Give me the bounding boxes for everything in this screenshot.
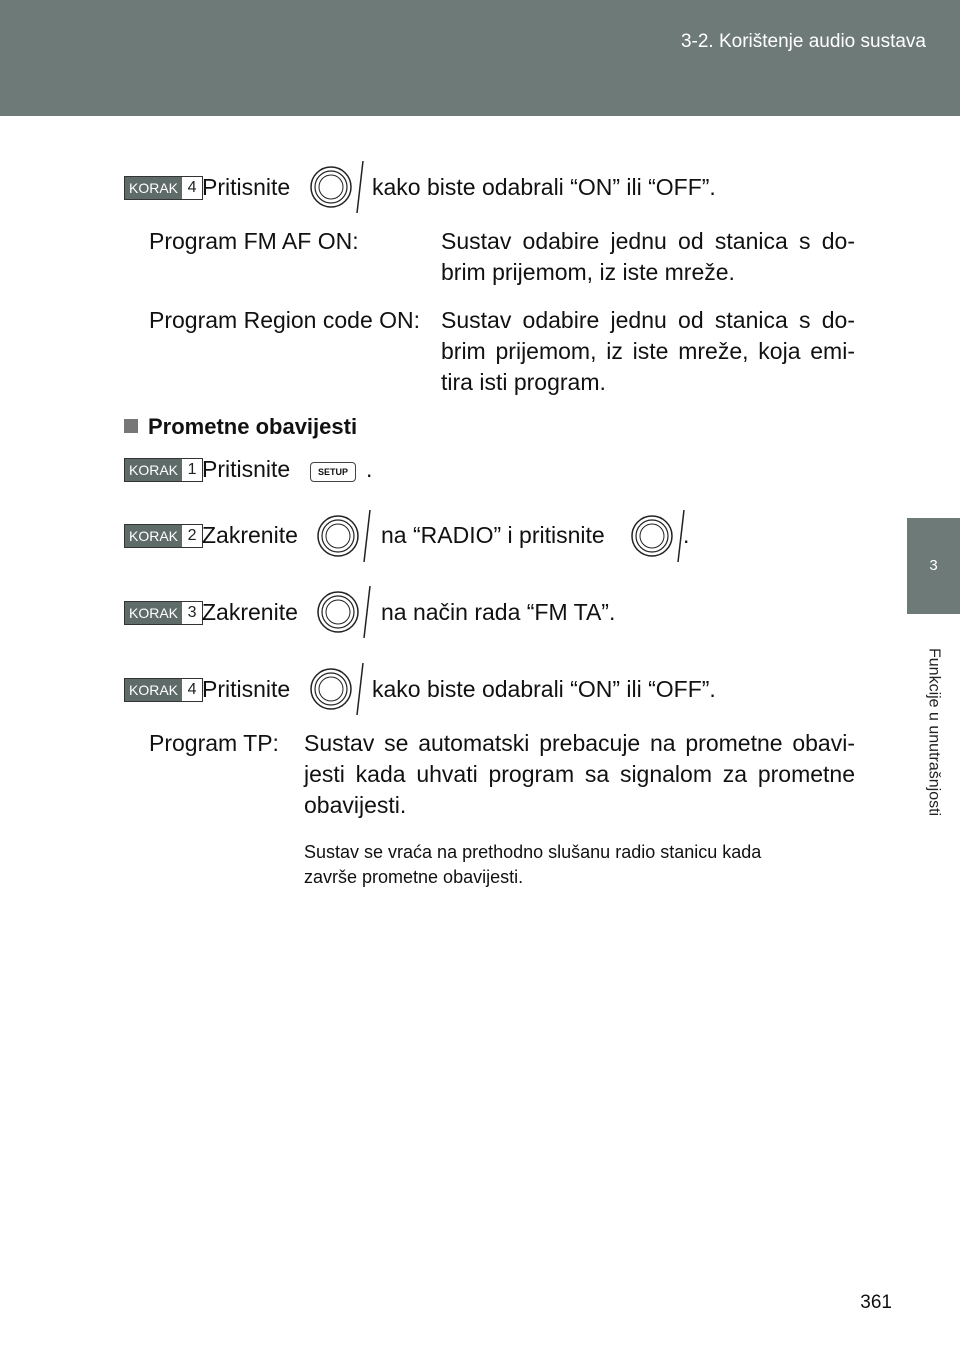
step-verb: Zakrenite [202, 599, 298, 625]
tune-knob-icon [305, 161, 367, 213]
square-bullet-icon [124, 419, 138, 433]
step-badge-2 [124, 524, 203, 548]
tp-label: Program TP: [149, 730, 279, 756]
region-desc-line: Sustav odabire jednu od stanica s do- [441, 307, 855, 333]
region-description [441, 305, 855, 398]
af-desc-line: Sustav odabire jednu od stanica s do- [441, 228, 855, 254]
chapter-label-text: Funkcije u unutrašnjosti [925, 647, 943, 817]
step-number: 1 [182, 459, 202, 481]
tp-desc-line: jesti kada uhvati program sa signalom za prometne [304, 761, 855, 787]
tp-desc-line: Sustav se automatski prebacuje na prometne obavi- [304, 730, 855, 756]
tune-knob-icon [305, 663, 367, 715]
tp-note-line: Sustav se vraća na prethodno slušanu radio stanicu kada [304, 842, 762, 862]
af-desc-line: brim prijemom, iz iste mreže. [441, 259, 735, 285]
step-badge-label: KORAK [125, 525, 182, 547]
setup-button-icon: SETUP [310, 462, 356, 482]
region-label: Program Region code ON: [149, 307, 421, 333]
tune-knob-icon [312, 586, 374, 638]
step-instruction: kako biste odabrali “ON” ili “OFF”. [372, 676, 716, 702]
step-number: 4 [182, 177, 202, 199]
step-number: 3 [182, 602, 202, 624]
step-badge-1 [124, 458, 203, 482]
tune-knob-icon [312, 510, 374, 562]
step-badge-label: KORAK [125, 679, 182, 701]
tp-note [304, 840, 855, 890]
step-end: . [366, 456, 373, 482]
page-number: 361 [860, 1292, 892, 1313]
region-desc-line: tira isti program. [441, 369, 606, 395]
step-verb: Pritisnite [202, 174, 291, 200]
af-description [441, 226, 855, 288]
section-heading [124, 414, 357, 440]
step-instruction: na način rada “FM TA”. [381, 599, 616, 625]
step-verb: Pritisnite [202, 676, 291, 702]
step-number: 2 [182, 525, 202, 547]
step-badge-4 [124, 678, 203, 702]
step-badge-label: KORAK [125, 602, 182, 624]
tune-knob-icon [626, 510, 688, 562]
step-badge-label: KORAK [125, 177, 182, 199]
region-desc-line: brim prijemom, iz iste mreže, koja emi- [441, 338, 855, 364]
page-header [0, 0, 960, 116]
tp-description [304, 728, 855, 821]
chapter-number-tab: 3 [907, 518, 960, 614]
step-verb: Zakrenite [202, 522, 298, 548]
af-label: Program FM AF ON: [149, 228, 359, 254]
step-instruction: kako biste odabrali “ON” ili “OFF”. [372, 174, 716, 200]
step-badge-4 [124, 176, 203, 200]
step-instruction: na “RADIO” i pritisnite [381, 522, 605, 548]
step-badge-label: KORAK [125, 459, 182, 481]
step-verb: Pritisnite [202, 456, 291, 482]
step-end: . [683, 522, 690, 548]
chapter-side-label [907, 614, 960, 850]
step-badge-3 [124, 601, 203, 625]
section-header-title: 3-2. Korištenje audio sustava [680, 31, 926, 52]
tp-desc-line: obavijesti. [304, 792, 407, 818]
tp-note-line: završe prometne obavijesti. [304, 867, 524, 887]
step-number: 4 [182, 679, 202, 701]
section-heading-text: Prometne obavijesti [148, 414, 358, 439]
